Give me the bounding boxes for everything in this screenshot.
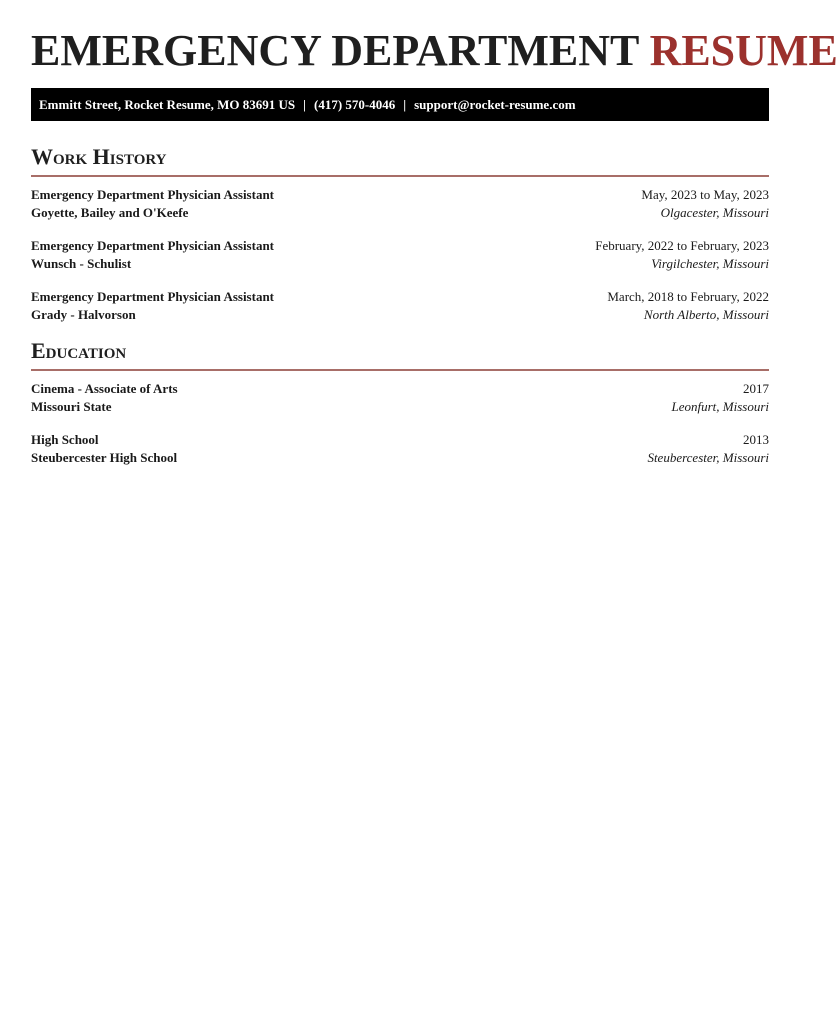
section-divider bbox=[31, 369, 769, 371]
employer-name: Goyette, Bailey and O'Keefe bbox=[31, 205, 189, 220]
job-location: Olgacester, Missouri bbox=[660, 205, 769, 220]
job-dates: May, 2023 to May, 2023 bbox=[641, 187, 769, 202]
contact-address: Emmitt Street, Rocket Resume, MO 83691 US bbox=[39, 97, 296, 112]
section-divider bbox=[31, 175, 769, 177]
degree-name: Cinema - Associate of Arts bbox=[31, 381, 178, 396]
school-name: Missouri State bbox=[31, 399, 112, 414]
education-list bbox=[31, 380, 769, 467]
job-title: Emergency Department Physician Assistant bbox=[31, 289, 275, 304]
graduation-year: 2013 bbox=[743, 432, 769, 447]
contact-separator: | bbox=[403, 97, 407, 112]
work-history-heading: Work History bbox=[31, 144, 167, 169]
job-location: North Alberto, Missouri bbox=[643, 307, 769, 322]
title-accent: RESUME bbox=[649, 26, 838, 75]
school-location: Steubercester, Missouri bbox=[647, 450, 769, 465]
education-entry bbox=[31, 431, 769, 467]
job-title: Emergency Department Physician Assistant bbox=[31, 187, 275, 202]
job-title: Emergency Department Physician Assistant bbox=[31, 238, 275, 253]
degree-name: High School bbox=[31, 432, 99, 447]
work-history-list bbox=[31, 186, 769, 324]
job-dates: February, 2022 to February, 2023 bbox=[595, 238, 769, 253]
resume-title bbox=[31, 0, 838, 75]
school-location: Leonfurt, Missouri bbox=[671, 399, 769, 414]
contact-bar bbox=[31, 88, 769, 121]
contact-separator: | bbox=[303, 97, 306, 112]
education-heading: Education bbox=[31, 338, 127, 363]
work-entry bbox=[31, 237, 769, 273]
title-main: EMERGENCY DEPARTMENT bbox=[31, 26, 639, 75]
job-dates: March, 2018 to February, 2022 bbox=[607, 289, 769, 304]
contact-email: support@rocket-resume.com bbox=[414, 97, 576, 112]
employer-name: Grady - Halvorson bbox=[31, 307, 136, 322]
contact-phone: (417) 570-4046 bbox=[313, 97, 396, 112]
employer-name: Wunsch - Schulist bbox=[31, 256, 132, 271]
education-entry bbox=[31, 380, 769, 416]
work-entry bbox=[31, 186, 769, 222]
school-name: Steubercester High School bbox=[31, 450, 178, 465]
work-entry bbox=[31, 288, 769, 324]
graduation-year: 2017 bbox=[743, 381, 769, 396]
job-location: Virgilchester, Missouri bbox=[651, 256, 769, 271]
